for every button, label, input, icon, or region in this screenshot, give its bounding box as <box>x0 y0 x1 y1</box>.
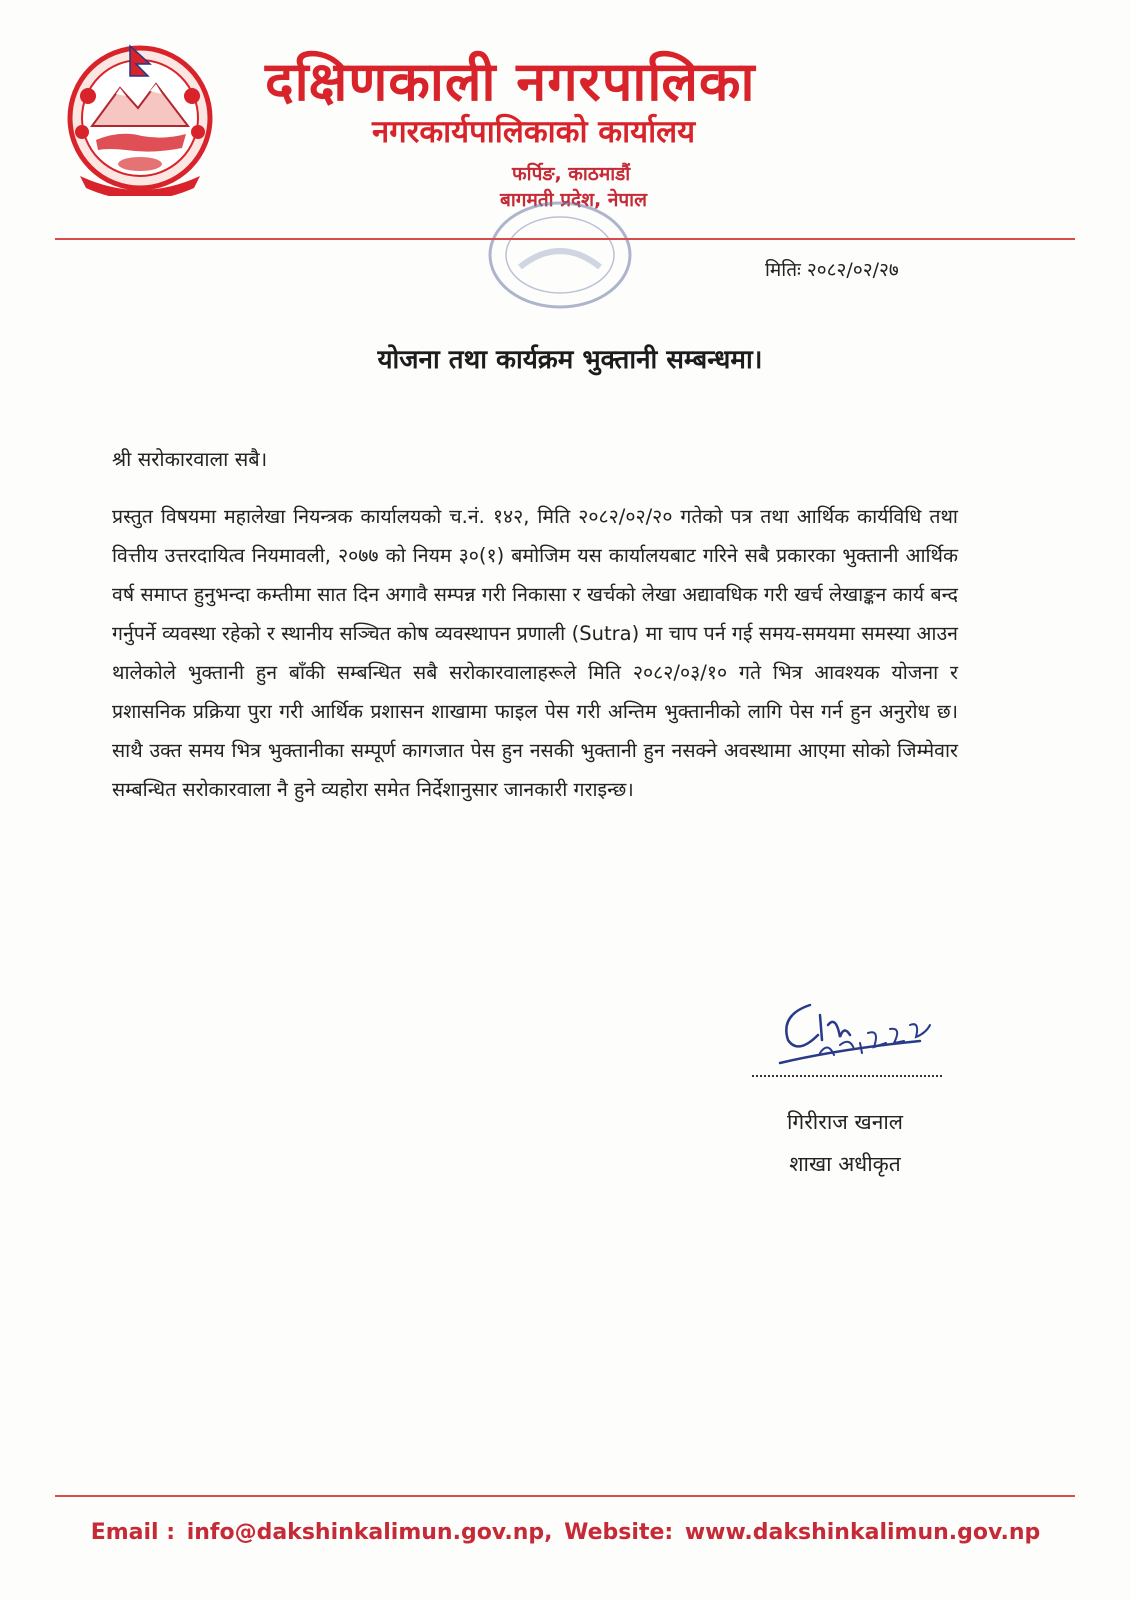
salutation: श्री सरोकारवाला सबै। <box>112 447 268 471</box>
header-divider <box>55 238 1075 240</box>
address-line-1: फर्पिङ, काठमाडौं <box>512 163 631 185</box>
signatory-name: गिरीराज खनाल <box>786 1110 904 1134</box>
nepal-emblem-icon <box>60 36 220 196</box>
office-subtitle: नगरकार्यपालिकाको कार्यालय <box>372 114 696 150</box>
address-line-2: बागमती प्रदेश, नेपाल <box>500 189 647 211</box>
footer-contact <box>0 1520 1131 1545</box>
office-name: दक्षिणकाली नगरपालिका <box>265 50 756 113</box>
email-link[interactable]: info@dakshinkalimun.gov.np, <box>186 1520 553 1545</box>
website-link[interactable]: www.dakshinkalimun.gov.np <box>684 1520 1041 1545</box>
website-label: Website: <box>564 1520 674 1545</box>
signature-line <box>752 1065 942 1077</box>
letter-body: प्रस्तुत विषयमा महालेखा नियन्त्रक कार्यालयको च.नं. १४२, मिति २०८२/०२/२० गतेको पत्र तथा आर्थिक कार्यविधि तथा वित्तीय उत्तरदायित्व नियमावली, २०७७ को नियम ३०(१) बमोजिम यस कार्यालयबाट गरिने सबै प्रकारका भुक्तानी आर्थिक वर्ष समाप्त हुनुभन्दा कम्तीमा सात दिन अगावै सम्पन्न गरी निकासा र खर्चको लेखा अद्यावधिक गरी खर्च लेखाङ्कन कार्य बन्द गर्नुपर्ने व्यवस्था रहेको र स्थानीय सञ्चित कोष व्यवस्थापन प्रणाली (Sutra) मा चाप पर्न गई समय-समयमा समस्या आउन थालेकोले भुक्तानी हुन बाँकी सम्बन्धित सबै सरोकारवालाहरूले मिति २०८२/०३/१० गते भित्र आवश्यक योजना र प्रशासनिक प्रक्रिया पुरा गरी आर्थिक प्रशासन शाखामा फाइल पेस गरी अन्तिम भुक्तानीको लागि पेस गर्न हुन अनुरोध छ। साथै उक्त समय भित्र भुक्तानीका सम्पूर्ण कागजात पेस हुन नसकी भुक्तानी हुन नसक्ने अवस्थामा आएमा सोको जिम्मेवार सम्बन्धित सरोकारवाला नै हुने व्यहोरा समेत निर्देशानुसार जानकारी गराइन्छ। <box>112 505 958 801</box>
footer-divider <box>55 1495 1075 1497</box>
signatory-title: शाखा अधीकृत <box>789 1152 901 1176</box>
letter-date: मितिः २०८२/०२/२७ <box>765 259 899 281</box>
handwritten-signature <box>770 985 970 1075</box>
office-stamp-icon <box>480 195 640 315</box>
email-label: Email : <box>90 1520 176 1545</box>
letter-subject: योजना तथा कार्यक्रम भुक्तानी सम्बन्धमा। <box>377 345 763 375</box>
